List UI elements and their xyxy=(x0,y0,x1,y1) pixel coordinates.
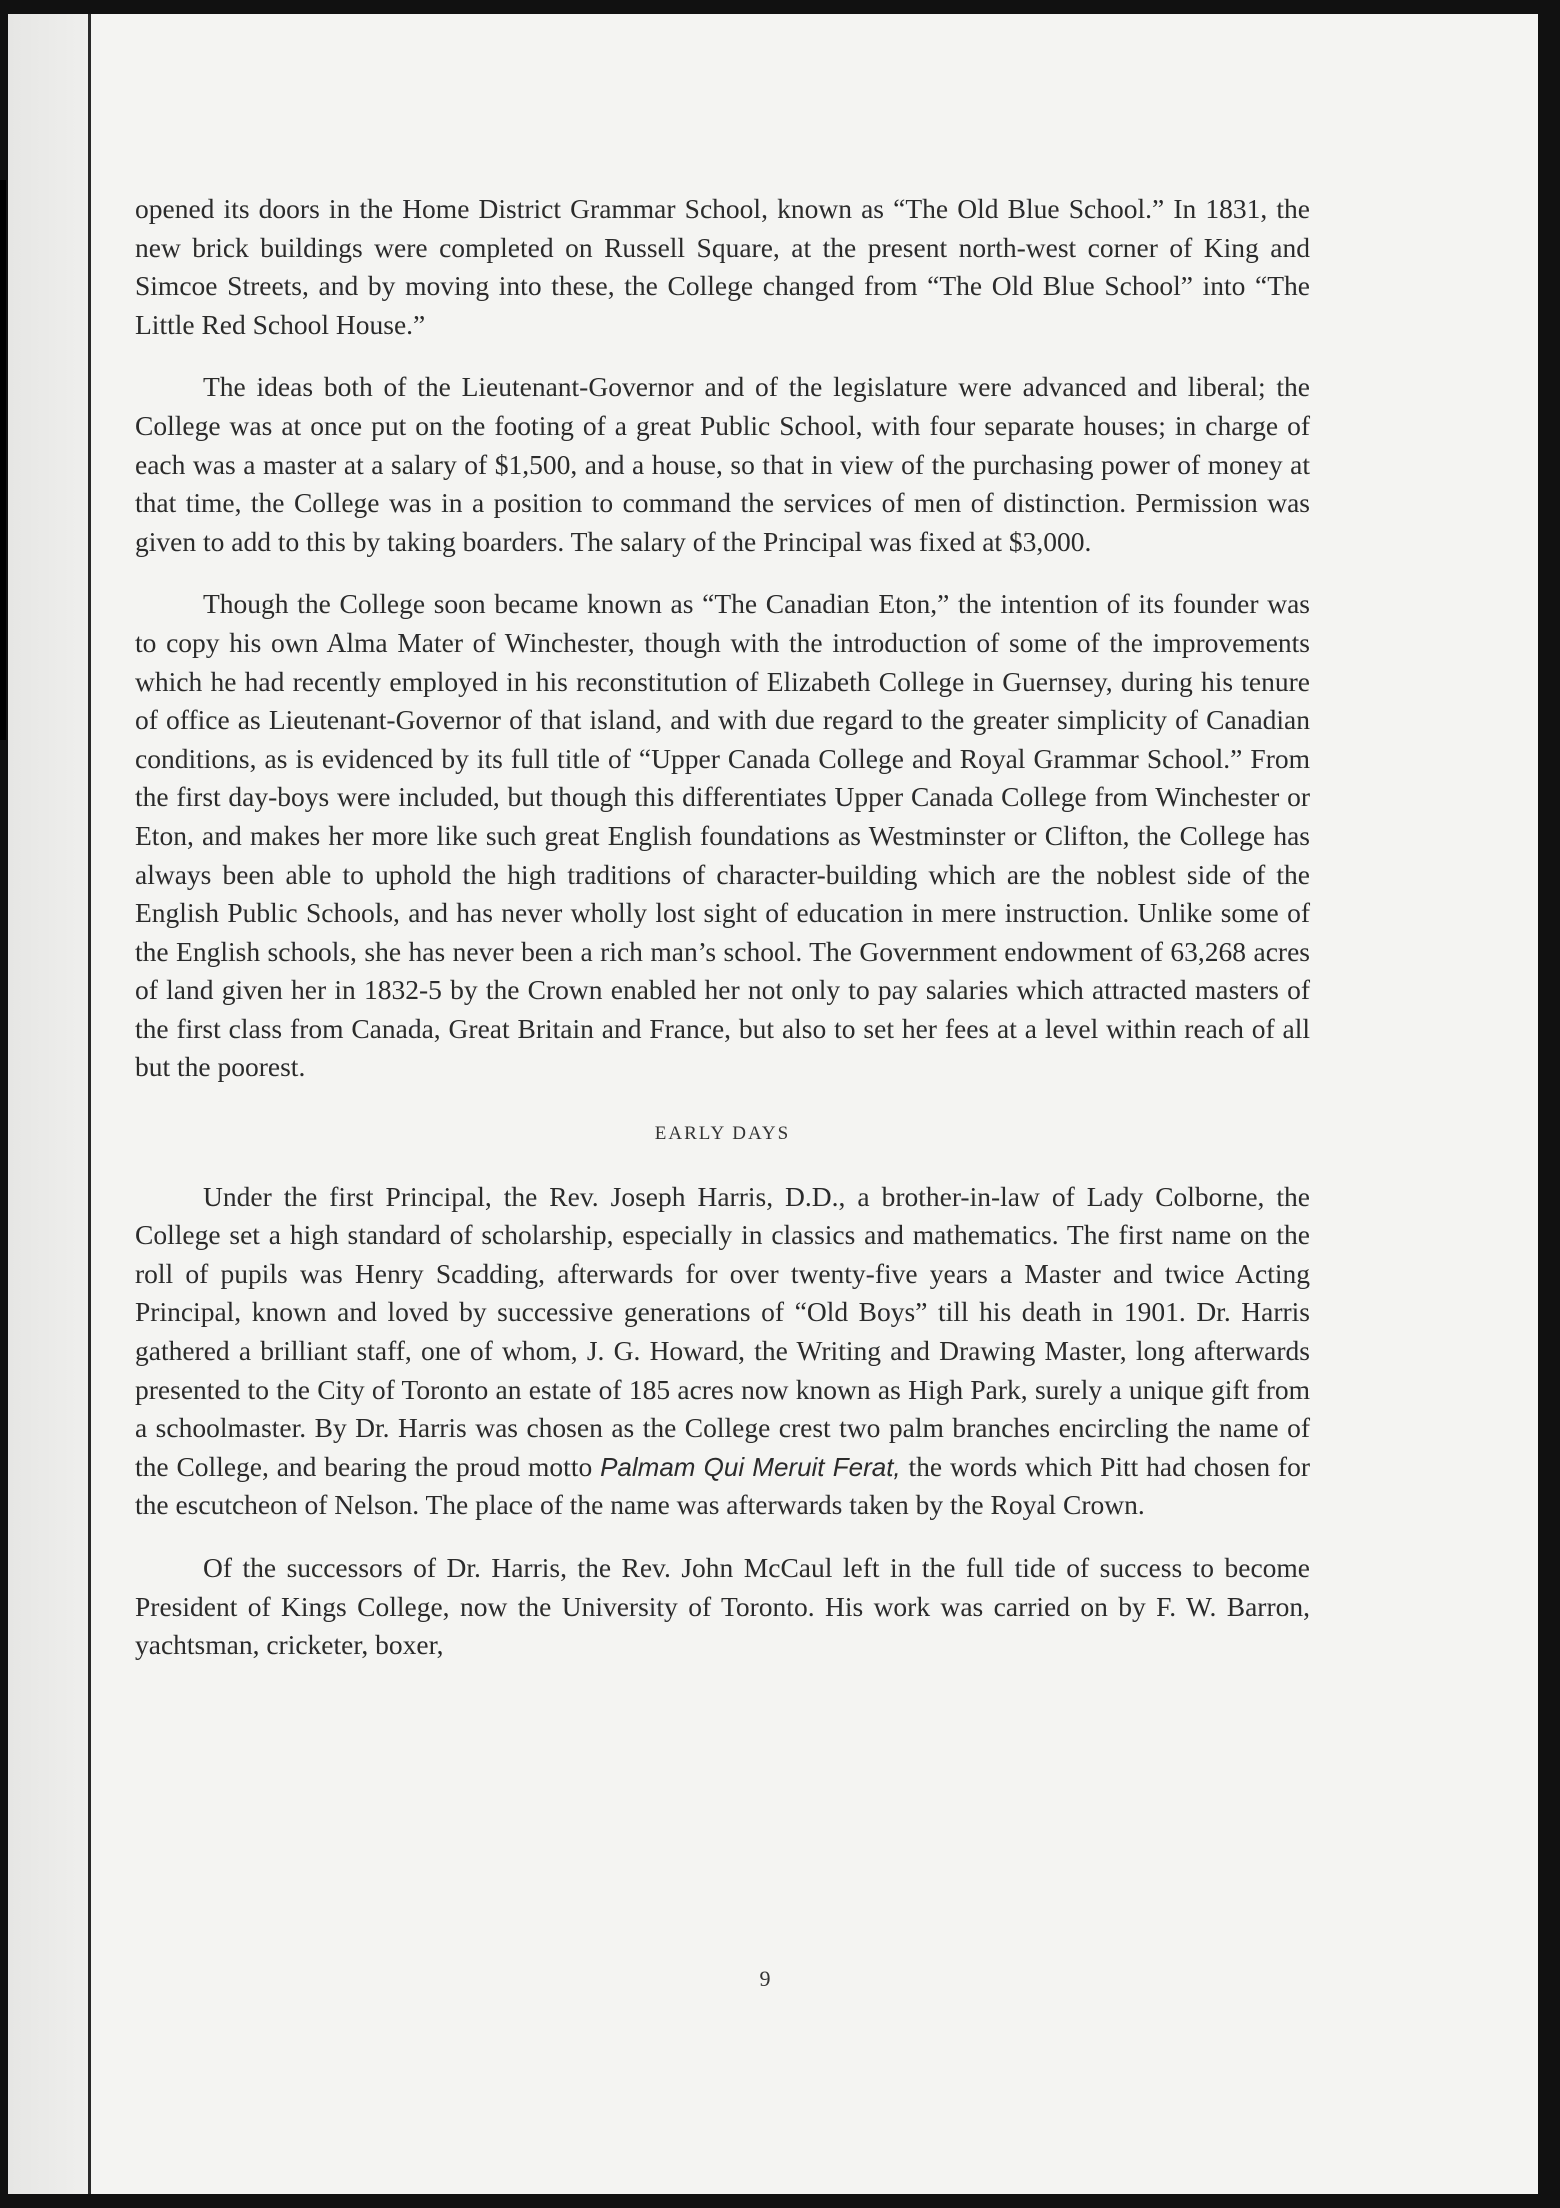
paragraph-4-text-b: the words which Pitt had chosen for the escutcheon of Nelson. The place of the name was afterwards taken by the Royal Crown. xyxy=(135,1450,1310,1521)
body-text xyxy=(135,190,1310,1665)
paragraph-1: opened its doors in the Home District Grammar School, known as “The Old Blue School.” In 1831, the new brick buildings were completed on Russell Square, at the present north-west corner of King and Simcoe Streets, and by moving into these, the College changed from “The Old Blue School” into “The Little Red School House.” xyxy=(135,193,1310,340)
gutter-shadow xyxy=(8,14,88,2194)
paragraph-5: Of the successors of Dr. Harris, the Rev. John McCaul left in the full tide of success to become President of Kings College, now the University of Toronto. His work was carried on by F. W. Barron, yachtsman, cricketer, boxer, xyxy=(135,1552,1310,1661)
college-motto: Palmam Qui Meruit Ferat, xyxy=(600,1451,901,1482)
page-number: 9 xyxy=(759,1966,771,1991)
left-edge-shadow xyxy=(0,180,6,740)
paragraph-4-text-a: Under the first Principal, the Rev. Joseph Harris, D.D., a brother-in-law of Lady Colborne, the College set a high standard of scholarship, especially in classics and mathematics. The first name on the roll of pupils was Henry Scadding, afterwards for over twenty-five years a Master and twice Acting Principal, known and loved by successive generations of “Old Boys” till his death in 1901. Dr. Harris gathered a brilliant staff, one of whom, J. G. Howard, the Writing and Drawing Master, long afterwards presented to the City of Toronto an estate of 185 acres now known as High Park, surely a unique gift from a schoolmaster. By Dr. Harris was chosen as the College crest two palm branches encircling the name of the College, and bearing the proud motto xyxy=(135,1180,1310,1482)
paragraph-2: The ideas both of the Lieutenant-Governor and of the legislature were advanced and liberal; the College was at once put on the footing of a great Public School, with four separate houses; in charge of each was a master at a salary of $1,500, and a house, so that in view of the purchasing power of money at that time, the College was in a position to command the services of men of distinction. Permission was given to add to this by taking boarders. The salary of the Principal was fixed at $3,000. xyxy=(135,371,1310,557)
section-heading: EARLY DAYS xyxy=(654,1123,791,1145)
paragraph-4 xyxy=(135,1178,1310,1525)
binding-gutter xyxy=(88,14,91,2194)
paragraph-3: Though the College soon became known as “The Canadian Eton,” the intention of its founder was to copy his own Alma Mater of Winchester, though with the introduction of some of the improvements which he had recently employed in his reconstitution of Elizabeth College in Guernsey, during his tenure of office as Lieutenant-Governor of that island, and with due regard to the greater simplicity of Canadian conditions, as is evidenced by its full title of “Upper Canada College and Royal Grammar School.” From the first day-boys were included, but though this differentiates Upper Canada College from Winchester or Eton, and makes her more like such great English foundations as Westminster or Clifton, the College has always been able to uphold the high traditions of character-building which are the noblest side of the English Public Schools, and has never wholly lost sight of education in mere instruction. Unlike some of the English schools, she has never been a rich man’s school. The Government endowment of 63,268 acres of land given her in 1832-5 by the Crown enabled her not only to pay salaries which attracted masters of the first class from Canada, Great Britain and France, but also to set her fees at a level within reach of all but the poorest. xyxy=(135,588,1310,1083)
